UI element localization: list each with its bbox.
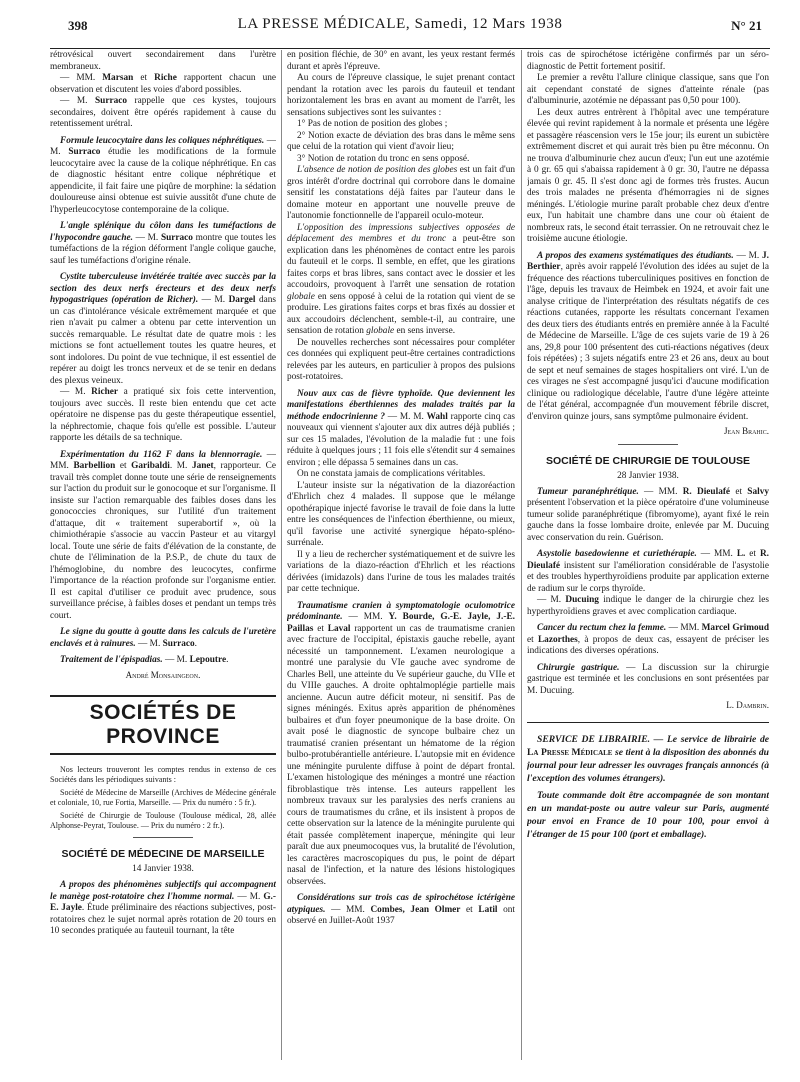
article-title: Traumatisme cranien à symptomatologie oculomotrice prédominante.	[287, 600, 515, 622]
article-title: Asystolie basedowienne et curiethérapie.	[537, 549, 697, 559]
article-title: Cystite tuberculeuse invétérée traitée avec succès par la section des deux nerfs érecteurs et des deux nerfs hypogastriques (opération de Richer).	[50, 272, 276, 305]
article: Nouv aux cas de fièvre typhoïde. Que deviennent les manifestations éberthiennes des malades traités par la méthode endocrinienne ? — M. M. Wahl rapporte cinq cas nouveaux qui viennent s'ajouter aux dix autres déjà publiés ; sur ces 15 malades, l'évolution de la maladie fut : une fois réduite à quelques jours ; 11 fois elle s'étendit sur 4 semaines environ ; elle dépassa 5 semaines dans un cas.	[287, 388, 515, 468]
paragraph: 1° Pas de notion de position des globes ;	[297, 119, 448, 129]
column-3	[527, 50, 769, 1050]
paragraph: en position fléchie, de 30° en avant, les yeux restant fermés durant et après l'épreuve.	[287, 50, 515, 72]
paragraph: — M. Richer a pratiqué six fois cette intervention, toujours avec succès. Il reste bien entendu que cet acte opératoire ne dispense pas du geste thérapeutique essentiel, la néphrectomie, chaque fois qu'elle est possible. L'auteur rapporte les détails de sa technique.	[50, 387, 276, 443]
session-date: 28 Janvier 1938.	[617, 470, 679, 481]
society-heading: SOCIÉTÉ DE CHIRURGIE DE TOULOUSE	[546, 454, 750, 467]
paragraph: — MM. Marsan et Riche rapportent chacun une observation et discutent les voies d'abord possibles.	[50, 73, 276, 95]
paragraph: On ne constata jamais de complications véritables.	[297, 469, 486, 479]
session-date: 14 Janvier 1938.	[132, 864, 194, 874]
article: Formule leucocytaire dans les coliques néphrétiques. — M. Surraco étudie les modifications de la formule leucocytaire avec la cause de la colique néphrétique. En cas de diagnostic hésitant entre colique néphrétique et appendicite, il fait faire une piqûre de morphine: la sédation douloureuse ainsi obtenue est suivie aussitôt d'une chute de l'hyperleucocytose contemporaine de la colique.	[50, 135, 276, 215]
article-title: Nouv aux cas de fièvre typhoïde. Que deviennent les manifestations éberthiennes des malades traités par la méthode endocrinienne ?	[287, 388, 515, 422]
society-heading: SOCIÉTÉ DE MÉDECINE DE MARSEILLE	[61, 848, 265, 860]
paragraph: — M. Ducuing indique le danger de la chirurgie chez les hyperthyroïdiens graves et avec complication cardiaque.	[527, 595, 769, 617]
box-rule	[527, 722, 769, 723]
paragraph: 3° Notion de rotation du tronc en sens opposé.	[297, 153, 470, 164]
article: Chirurgie gastrique. — La discussion sur la chirurgie gastrique est terminée et les conclusions en sont présentées par M. Ducuing.	[527, 662, 769, 696]
article-title: L'angle splénique du côlon dans les tuméfactions de l'hypocondre gauche.	[50, 221, 276, 243]
issue-number: N° 21	[731, 18, 762, 33]
editorial-note: Société de Médecine de Marseille (Archives de Médecine générale et coloniale, 10, rue Fortia, Marseille. — Prix du numéro : 5 fr.).	[50, 788, 276, 807]
paragraph: trois cas de spirochétose ictérigène confirmés par un séro-diagnostic de Pettit fortement positif.	[527, 50, 769, 72]
editorial-note: Société de Chirurgie de Toulouse (Toulouse médical, 28, allée Alphonse-Peyrat, Toulouse. — Prix du numéro : 2 fr.).	[50, 811, 276, 830]
author-signature: André Monsaingeon.	[125, 669, 201, 680]
article-title: Traitement de l'épispadias.	[60, 655, 163, 665]
article-title: Chirurgie gastrique.	[537, 662, 620, 673]
separator	[133, 837, 193, 838]
article: L'angle splénique du côlon dans les tuméfactions de l'hypocondre gauche. — M. Surraco montre que toutes les tuméfactions de la région déforment l'angle colique gauche, sauf les tuméfactions d'origine rénale.	[50, 221, 276, 266]
article: Asystolie basedowienne et curiethérapie. — MM. L. et R. Dieulafé insistent sur l'amélioration considérable de l'asystolie et des troubles hyperthyroïdiens produite par application externe de radium sur le corps thyroïde.	[527, 549, 769, 594]
article: Traitement de l'épispadias. — M. Lepoutre.	[60, 655, 229, 665]
page-number: 398	[68, 18, 88, 33]
article: Considérations sur trois cas de spirochétose ictérigène atypiques. — MM. Combes, Jean Olmer et Latil ont observé en Juillet-Août 1937	[287, 893, 515, 926]
article: Traumatisme cranien à symptomatologie oculomotrice prédominante. — MM. Y. Bourde, G.-E. Jayle, J.-E. Paillas et Laval rapportent un cas de traumatisme cranien avec fracture de l'occipital, épistaxis gauche rebelle, ayant nécessité un tamponnement. L'examen neurologique a montré une paralysie du VIe gauche avec syndrome de Charles Bell, une atteinte du Ve supérieur gauche, du VIIe et du VIIIe gauches. A droite ophtalmoplégie partielle mais ancienne. Aucun autre déficit moteur, ni sensitif. Pas de signes méningés. Exitus après apparition de phénomènes bulbaires et d'un foyer pneumonique de la base droite. On avait posé le diagnostic de syncope bulbaire chez un traumatisé cranien présentant un hématome de la région bulbo-protubérantielle antérieure. L'autopsie mit en évidence une méningite purulente diffuse à point de départ frontal. L'examen histologique des méninges a montré une réaction fibroblastique très intense. Les auteurs rappellent les nombreux travaux sur les paralysies des nerfs craniens au cours de traumatismes du crâne, et ils insistent à propos de cette observation sur la latence de la méningite purulente qui était passée complètement inaperçue, méningite qui leur paraît due aux pneumocoques vus, la brutalité de l'évolution, les caractères macroscopiques du pus, le point de départ nasal de l'infection, et la nature des lésions histologiques observées.	[287, 600, 515, 887]
library-service-notice	[527, 733, 769, 841]
paragraph: Le premier a revêtu l'allure clinique classique, sans que l'on ait cependant constaté de signes d'atteinte rénale (pas d'albuminurie, azotémie ne dépassant pas 0,50 pour 100).	[527, 73, 769, 106]
article: A propos des phénomènes subjectifs qui accompagnent le manège post-rotatoire chez l'homme normal. — M. G.-E. Jayle. Étude préliminaire des réactions subjectives, post-rotatoires chez le sujet normal après rotation de 20 tours en 10 secondes pratiquée au fauteuil tournant, la tête	[50, 880, 276, 936]
separator	[618, 444, 678, 445]
paragraph: De nouvelles recherches sont nécessaires pour compléter ces données qui expliquent peut-être certaines contradictions relevées par les auteurs, en particulier à propos des pulsions post-rotatoires.	[287, 337, 515, 382]
paragraph: Les deux autres entrèrent à l'hôpital avec une température élevée qui revint rapidement à la normale et présenta une légère et passagère réascension vers le 15e jour; ils eurent un subictère extrêmement discret et qui aurait très bien pu être méconnu. On ne trouva d'albuminurie chez aucun d'eux; l'un eut une azotémie à 0 gr. 65 qui s'abaissa rapidement à 0 gr. 30, l'autre ne dépassa jamais 0 gr. 45. Il s'est donc agi de formes très frustes. Aucun des trois malades ne présenta d'hémorragies ni de signes méningés. L'étiologie murine paraît probable chez deux d'entre eux, l'un habitait une chambre dans une cour où étaient de nombreux rats, le second était terrassier. On ne retrouvait chez le troisième aucune étiologie.	[527, 107, 769, 244]
article-title: Considérations sur trois cas de spirochétose ictérigène atypiques.	[287, 893, 515, 915]
paragraph: — M. Surraco rappelle que ces kystes, toujours secondaires, doivent être opérés rapidement à cause du retentissement urétral.	[50, 96, 276, 129]
notice-paragraph: SERVICE DE LIBRAIRIE. — Le service de librairie de La Presse Médicale se tient à la disposition des abonnés du journal pour leur adresser les ouvrages français annoncés (à l'exception des volumes étrangers).	[527, 733, 769, 784]
article: Cystite tuberculeuse invétérée traitée avec succès par la section des deux nerfs érecteurs et des deux nerfs hypogastriques (opération de Richer). — M. Dargel dans un cas d'intolérance vésicale extrêmement marquée et que rien n'avait pu calmer a obtenu par cette intervention un succès remarquable. Le résultat date de quatre mois : les mictions se font actuellement toutes les quatre heures, et sont indolores. Du point de vue technique, il est essentiel de repérer au doigt les troncs nerveux et de se tenir en dedans des plexus veineux.	[50, 272, 276, 386]
paragraph: L'opposition des impressions subjectives opposées de déplacement des membres et du tronc a peut-être son explication dans les phénomènes de contact entre les parois du fauteuil et le corps. Il semble, en effet, que les girations faites corps et bras libres, sans contact avec le dossier et les accoudoirs, provoquent à l'arrêt une sensation de rotation globale en sens opposé à celui de la rotation qui vient de se produire. Les girations faites corps et bras fixés au dossier et aux accoudoirs déclenchent, semble-t-il, au contraire, une sensation de rotation globale en sens inverse.	[287, 222, 515, 336]
article: Tumeur paranéphrétique. — MM. R. Dieulafé et Salvy présentent l'observation et la pièce opératoire d'une volumineuse tumeur solide paranéphrétique (fibromyome), ayant fixé le rein gauche dans la fosse lombaire droite, enlevée par M. Ducuing avec conservation du rein. Guérison.	[527, 486, 769, 543]
paragraph: L'absence de notion de position des globes est un fait d'un gros intérêt d'ordre doctrinal qui corrobore dans le domaine sensitif les constatations déjà faites par l'auteur dans le domaine moteur en apportant une nouvelle preuve de l'autonomie fonctionnelle de l'appareil oculo-moteur.	[287, 165, 515, 221]
editorial-note: Nos lecteurs trouveront les comptes rendus in extenso de ces Sociétés dans les périodiques suivants :	[50, 765, 276, 784]
article-title: A propos des phénomènes subjectifs qui accompagnent le manège post-rotatoire chez l'homme normal.	[50, 880, 276, 902]
article: Le signe du goutte à goutte dans les calculs de l'uretère enclavés et à rainures. — M. Surraco.	[50, 627, 276, 649]
author-signature: Jean Brahic.	[723, 426, 769, 436]
article-title: Cancer du rectum chez la femme.	[537, 623, 667, 633]
article: Cancer du rectum chez la femme. — MM. Marcel Grimoud et Lazorthes, à propos de deux cas, essayent de préciser les indications des diverses opérations.	[527, 623, 769, 656]
paragraph: L'auteur insiste sur la négativation de la diazoréaction d'Ehrlich chez 4 malades. Il suppose que le mélange opothérapique injecté favorise le travail de foie dans la lutte entre les conséquences de l'infection éberthienne, ou mieux, qu'il favorise une activité synergique hépato-spléno-surrénale.	[287, 480, 515, 548]
paragraph: Il y a lieu de rechercher systématiquement et de suivre les variations de la diazo-réaction d'Ehrlich et les réactions dérivées (imidazols) dans l'urine de tous les malades traités par cette technique.	[287, 549, 515, 594]
article-title: Tumeur paranéphrétique.	[537, 486, 639, 497]
column-divider	[521, 50, 522, 1060]
column-1	[50, 50, 276, 1050]
notice-paragraph: Toute commande doit être accompagnée de son montant en un mandat-poste ou autre valeur sur Paris, augmenté pour envoi en France de 10 pour 100, pour envoi à l'étranger de 15 pour 100 (port et emballage).	[527, 789, 769, 840]
paragraph: rétrovésical ouvert secondairement dans l'urètre membraneux.	[50, 50, 276, 72]
article-title: Le signe du goutte à goutte dans les calculs de l'uretère enclavés et à rainures.	[50, 627, 276, 649]
header-rule	[50, 48, 770, 49]
author-signature: L. Dambrin.	[726, 700, 769, 710]
page-header	[0, 14, 800, 38]
article-title: A propos des examens systématiques des étudiants.	[537, 250, 734, 261]
column-2	[287, 50, 515, 1050]
article: Expérimentation du 1162 F dans la blennorragie. — MM. Barbellion et Garibaldi. M. Janet, rapporteur. Ce travail très complet donne toute une série de renseignements sur l'action du produit sur le gonocoque et sur l'organisme. Il insiste sur l'action remarquable des faibles doses dans les gonococcies chroniques, sur l'utilité d'un traitement d'attaque, dit « traitement superabortif », où la chimiothérapie s'associe au vaccin Pasteur et au vitargyl local. Toute une série de faits d'élévation de la constante, de chute de l'élimination de la P.S.P., de chute du taux de l'hémoglobine, du nombre des leucocytes, confirme l'importance de la réaction profonde sur l'organisme entier. Il est capital d'utiliser ce produit avec prudence, sous surveillance précise, à faibles doses et pendant un temps très court.	[50, 449, 276, 621]
column-divider	[281, 50, 282, 1060]
section-banner: SOCIÉTÉS DE PROVINCE	[50, 695, 276, 755]
article: A propos des examens systématiques des étudiants. — M. J. Berthier, après avoir rappelé l'évolution des idées au sujet de la fréquence des réactions tuberculiniques positives en fonction de l'âge, depuis les travaux de Heimbek en 1924, et avoir fait une analyse critique de l'interprétation des résultats négatifs de ces réactions cutanées, rapporte les résultats concernant l'examen des deux tiers des étudiants entrés en première année à la Faculté de Médecine de Marseille. L'âge de ces sujets varie de 19 à 26 ans, 29,8 pour 100 présentent des cuti-réactions négatives (deux fois répétées) ; 3 sujets négatifs entre 23 et 26 ans, deux au bout de sept et neuf semaines de stages hospitaliers ont viré. L'un de ces virages ne s'est accompagné jusqu'ici d'aucune modification clinique ou radiologique décelable, l'autre d'une légère atteinte de l'état général, accompagnée d'un mouvement fébrile discret, d'environ quinze jours, sans symptôme pulmonaire évident.	[527, 250, 769, 422]
paragraph: Au cours de l'épreuve classique, le sujet prenant contact pendant la rotation avec les parois du fauteuil et tendant horizontalement les bras en avant au moment de l'arrêt, les sensations subjectives sont les suivantes :	[287, 73, 515, 118]
article-title: Expérimentation du 1162 F dans la blennorragie.	[60, 449, 263, 460]
article-title: Formule leucocytaire dans les coliques néphrétiques.	[60, 135, 265, 146]
paragraph: 2° Notion exacte de déviation des bras dans le même sens que celui de la rotation qui vient d'avoir lieu;	[287, 130, 515, 152]
journal-title: LA PRESSE MÉDICALE, Samedi, 12 Mars 1938	[237, 16, 563, 32]
